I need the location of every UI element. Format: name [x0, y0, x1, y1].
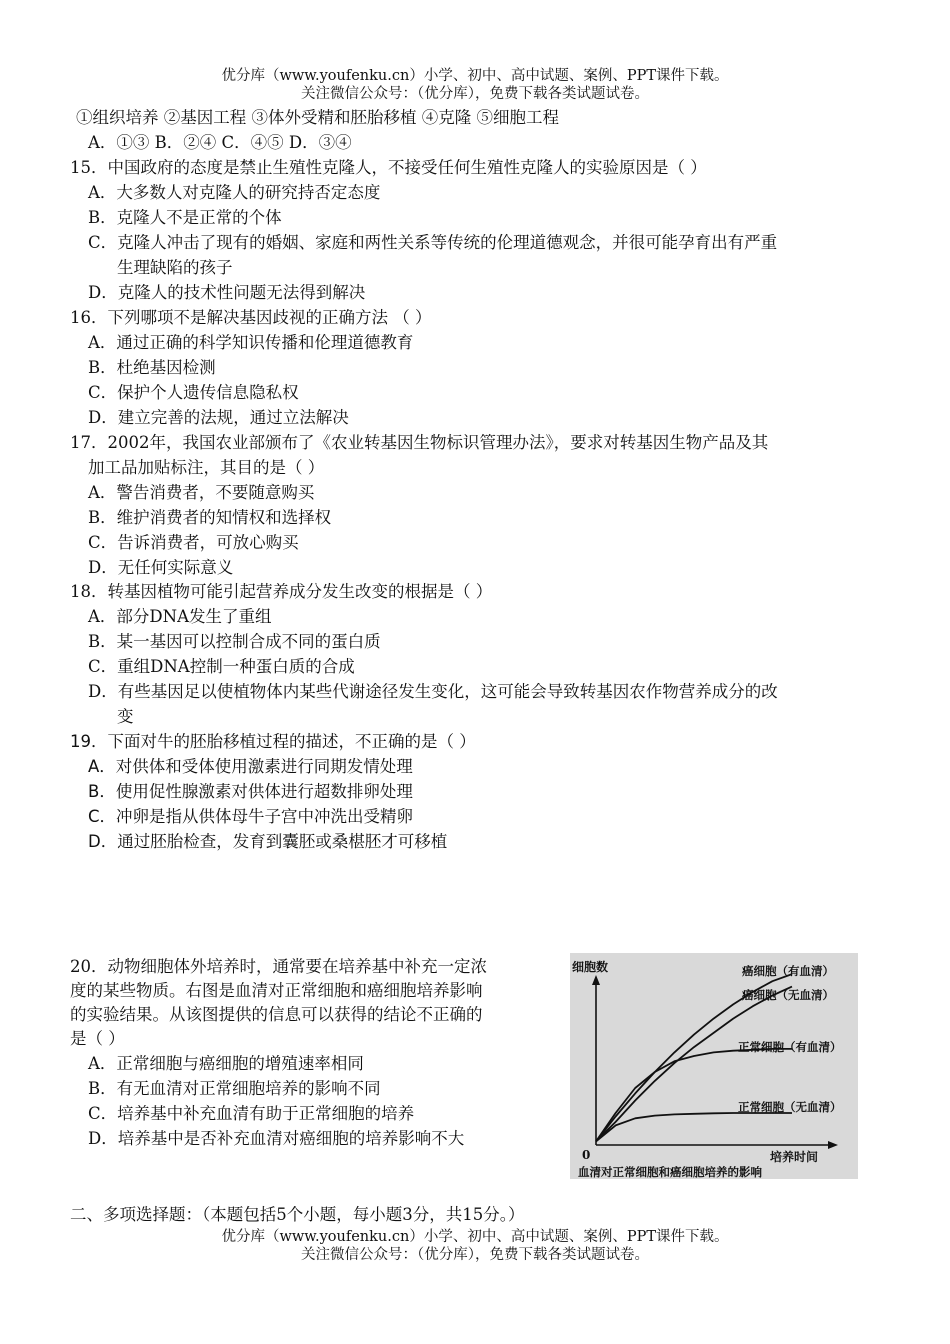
q17-option-b: B．维护消费者的知情权和选择权: [88, 508, 332, 527]
q17-option-c: C．告诉消费者，可放心购买: [88, 533, 299, 552]
legend-normal-without-serum: 正常细胞（无血清）: [738, 1100, 842, 1114]
footer-line-1: 优分库（www.youfenku.cn）小学、初中、高中试题、案例、PPT课件下载。: [221, 1229, 729, 1245]
q17-stem-cont: 加工品加贴标注，其目的是（ ）: [88, 458, 325, 477]
q18-option-a: A．部分DNA发生了重组: [88, 607, 272, 626]
q20-option-a: A．正常细胞与癌细胞的增殖速率相同: [88, 1054, 364, 1073]
q18-option-c: C．重组DNA控制一种蛋白质的合成: [88, 657, 355, 676]
q16-option-a: A．通过正确的科学知识传播和伦理道德教育: [88, 333, 414, 352]
q16-option-d: D．建立完善的法规，通过立法解决: [88, 408, 349, 427]
series-normal-with-serum: [596, 1049, 792, 1142]
q20-option-c: C．培养基中补充血清有助于正常细胞的培养: [88, 1104, 415, 1123]
origin-label: 0: [582, 1148, 591, 1162]
q15-stem: 15．中国政府的态度是禁止生殖性克隆人，不接受任何生殖性克隆人的实验原因是（ ）: [70, 158, 707, 177]
legend-cancer-with-serum: 癌细胞（有血清）: [742, 964, 834, 978]
y-axis-label: 细胞数: [572, 960, 609, 974]
header-line-1: 优分库（www.youfenku.cn）小学、初中、高中试题、案例、PPT课件下载。: [221, 68, 729, 84]
q15-option-a: A．大多数人对克隆人的研究持否定态度: [88, 183, 381, 202]
x-axis-arrow: [828, 1141, 838, 1149]
q15-option-d: D．克隆人的技术性问题无法得到解决: [88, 283, 366, 302]
q16-option-c: C．保护个人遗传信息隐私权: [88, 383, 299, 402]
q19-option-a: A．对供体和受体使用激素进行同期发情处理: [88, 757, 413, 776]
q20-option-b: B．有无血清对正常细胞培养的影响不同: [88, 1079, 381, 1098]
section-2-heading: 二、多项选择题：（本题包括5个小题，每小题3分，共15分。）: [70, 1205, 525, 1224]
footer-line-2: 关注微信公众号：（优分库），免费下载各类试题试卷。: [301, 1247, 649, 1263]
header-line-2: 关注微信公众号：（优分库），免费下载各类试题试卷。: [301, 86, 649, 102]
q16-option-b: B．杜绝基因检测: [88, 358, 216, 377]
q20-stem-2: 度的某些物质。右图是血清对正常细胞和癌细胞培养影响: [70, 981, 483, 1000]
y-axis-arrow: [592, 975, 600, 985]
q20-stem-3: 的实验结果。从该图提供的信息可以获得的结论不正确的: [70, 1005, 483, 1024]
q17-stem: 17．2002年，我国农业部颁布了《农业转基因生物标识管理办法》，要求对转基因生物产品及其: [70, 433, 769, 452]
legend-normal-with-serum: 正常细胞（有血清）: [738, 1040, 842, 1054]
serum-cell-culture-chart: [570, 953, 858, 1179]
q15-option-c: C．克隆人冲击了现有的婚姻、家庭和两性关系等传统的伦理道德观念，并很可能孕育出有严重: [88, 233, 778, 252]
q15-option-c-cont: 生理缺陷的孩子: [117, 258, 233, 277]
series-normal-without-serum: [596, 1113, 792, 1141]
legend-cancer-without-serum: 癌细胞（无血清）: [742, 988, 834, 1002]
q18-stem: 18．转基因植物可能引起营养成分发生改变的根据是（ ）: [70, 582, 493, 601]
chart-svg: [570, 953, 858, 1179]
q17-option-a: A．警告消费者，不要随意购买: [88, 483, 315, 502]
q19-stem: 19．下面对牛的胚胎移植过程的描述，不正确的是（ ）: [70, 732, 476, 751]
series-cancer-without-serum: [596, 987, 792, 1142]
x-axis-label: 培养时间: [770, 1150, 819, 1164]
q17-option-d: D．无任何实际意义: [88, 558, 234, 577]
q19-option-d: D．通过胚胎检查，发育到囊胚或桑椹胚才可移植: [88, 832, 448, 851]
q19-option-c: C．冲卵是指从供体母牛子宫中冲洗出受精卵: [88, 807, 414, 826]
q20-option-d: D．培养基中是否补充血清对癌细胞的培养影响不大: [88, 1129, 465, 1148]
q14-options: A．①③ B．②④ C．④⑤ D．③④: [88, 133, 352, 152]
q18-option-d: D．有些基因足以使植物体内某些代谢途径发生变化，这可能会导致转基因农作物营养成分的改: [88, 682, 778, 701]
q18-option-b: B．某一基因可以控制合成不同的蛋白质: [88, 632, 381, 651]
q20-stem-4: 是（ ）: [70, 1029, 125, 1048]
q16-stem: 16．下列哪项不是解决基因歧视的正确方法 （ ）: [70, 308, 432, 327]
q20-stem: 20．动物细胞体外培养时，通常要在培养基中补充一定浓: [70, 957, 487, 976]
q18-option-d-cont: 变: [117, 707, 134, 726]
q14-items: ①组织培养 ②基因工程 ③体外受精和胚胎移植 ④克隆 ⑤细胞工程: [76, 108, 559, 127]
q19-option-b: B．使用促性腺激素对供体进行超数排卵处理: [88, 782, 413, 801]
q15-option-b: B．克隆人不是正常的个体: [88, 208, 282, 227]
chart-title: 血清对正常细胞和癌细胞培养的影响: [578, 1165, 762, 1179]
